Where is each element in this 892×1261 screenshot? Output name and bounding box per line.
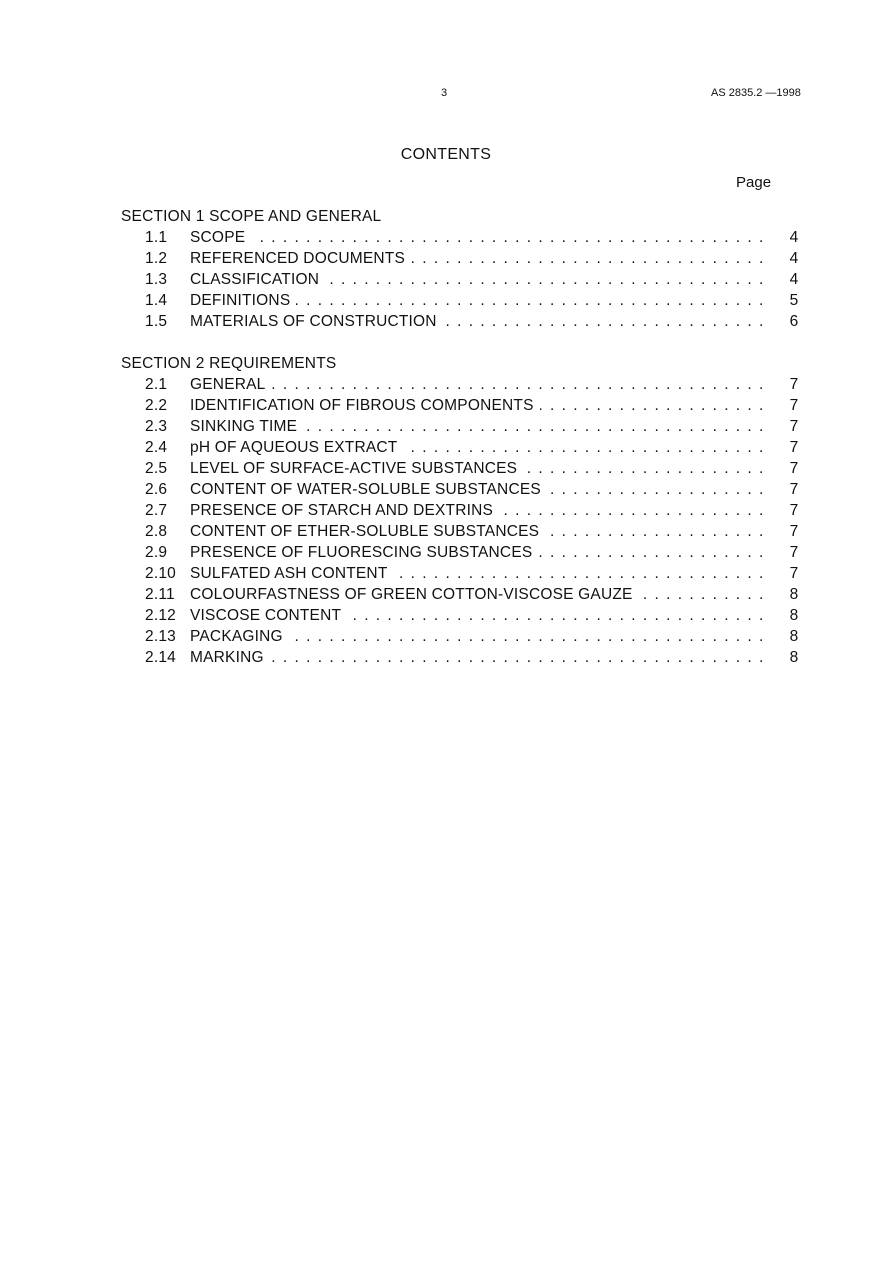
toc-entry[interactable] bbox=[0, 376, 892, 397]
toc-entry-title: PRESENCE OF FLUORESCING SUBSTANCES bbox=[190, 544, 538, 561]
toc-entry-page: 7 bbox=[789, 418, 799, 435]
toc-entry-leader bbox=[190, 229, 772, 247]
toc-entry-title: pH OF AQUEOUS EXTRACT bbox=[190, 439, 403, 456]
toc-entry-page: 8 bbox=[789, 628, 799, 645]
toc-entry-leader bbox=[190, 607, 772, 625]
toc-entry-leader bbox=[190, 250, 772, 268]
toc-entry-number: 2.3 bbox=[145, 418, 168, 435]
toc-entry-number: 2.11 bbox=[145, 586, 175, 603]
toc-entry-page: 7 bbox=[789, 481, 799, 498]
toc-entry-leader bbox=[190, 649, 772, 667]
toc-entry-leader bbox=[190, 439, 772, 457]
toc-entry-page: 8 bbox=[789, 649, 799, 666]
toc-entry-leader bbox=[190, 502, 772, 520]
toc-entry-leader bbox=[190, 313, 772, 331]
toc-entry-number: 1.5 bbox=[145, 313, 168, 330]
toc-entry-number: 2.9 bbox=[145, 544, 168, 561]
section-heading: SECTION 2 REQUIREMENTS bbox=[121, 355, 337, 372]
toc-entry-title: PRESENCE OF STARCH AND DEXTRINS bbox=[190, 502, 499, 519]
toc-entry-number: 1.2 bbox=[145, 250, 168, 267]
toc-entry[interactable] bbox=[0, 502, 892, 523]
toc-entry-title: MATERIALS OF CONSTRUCTION bbox=[190, 313, 443, 330]
toc-entry-number: 2.5 bbox=[145, 460, 168, 477]
toc-entry-title: SINKING TIME bbox=[190, 418, 303, 435]
toc-entry-leader bbox=[190, 460, 772, 478]
toc-entry-leader bbox=[190, 292, 772, 310]
toc-entry-page: 7 bbox=[789, 397, 799, 414]
section-heading: SECTION 1 SCOPE AND GENERAL bbox=[121, 208, 382, 225]
document-code: AS 2835.2 —1998 bbox=[711, 87, 801, 99]
toc-entry-page: 7 bbox=[789, 523, 799, 540]
toc-entry-number: 1.4 bbox=[145, 292, 168, 309]
toc-entry-page: 4 bbox=[789, 271, 799, 288]
toc-entry-leader bbox=[190, 523, 772, 541]
toc-entry-number: 1.3 bbox=[145, 271, 168, 288]
toc-entry[interactable] bbox=[0, 250, 892, 271]
toc-entry-number: 2.8 bbox=[145, 523, 168, 540]
toc-entry[interactable] bbox=[0, 313, 892, 334]
toc-entry-title: IDENTIFICATION OF FIBROUS COMPONENTS bbox=[190, 397, 540, 414]
toc-entry-number: 2.1 bbox=[145, 376, 168, 393]
toc-entry[interactable] bbox=[0, 397, 892, 418]
toc-entry[interactable] bbox=[0, 229, 892, 250]
contents-title: CONTENTS bbox=[400, 146, 492, 163]
toc-entry-title: LEVEL OF SURFACE-ACTIVE SUBSTANCES bbox=[190, 460, 523, 477]
toc-entry-page: 7 bbox=[789, 565, 799, 582]
toc-entry-page: 8 bbox=[789, 607, 799, 624]
toc-entry[interactable] bbox=[0, 481, 892, 502]
toc-entry-leader bbox=[190, 565, 772, 583]
toc-entry[interactable] bbox=[0, 418, 892, 439]
toc-entry-page: 5 bbox=[789, 292, 799, 309]
toc-entry-page: 4 bbox=[789, 229, 799, 246]
page-column-heading: Page bbox=[736, 174, 772, 191]
toc-entry[interactable] bbox=[0, 460, 892, 481]
toc-entry[interactable] bbox=[0, 649, 892, 670]
toc-entry-page: 6 bbox=[789, 313, 799, 330]
toc-entry-leader bbox=[190, 586, 772, 604]
toc-entry[interactable] bbox=[0, 628, 892, 649]
toc-entry-page: 7 bbox=[789, 502, 799, 519]
page-number: 3 bbox=[441, 87, 448, 99]
toc-entry-title: MARKING bbox=[190, 649, 270, 666]
toc-entry-number: 2.4 bbox=[145, 439, 168, 456]
toc-entry-title: SCOPE bbox=[190, 229, 251, 246]
toc-entry-title: CLASSIFICATION bbox=[190, 271, 325, 288]
toc-entry-number: 2.2 bbox=[145, 397, 168, 414]
toc-entry[interactable] bbox=[0, 523, 892, 544]
toc-entry-title: VISCOSE CONTENT bbox=[190, 607, 347, 624]
toc-entry-number: 1.1 bbox=[145, 229, 168, 246]
toc-entry-title: CONTENT OF WATER-SOLUBLE SUBSTANCES bbox=[190, 481, 547, 498]
toc-entry-leader bbox=[190, 481, 772, 499]
toc-entry-page: 7 bbox=[789, 460, 799, 477]
toc-entry[interactable] bbox=[0, 607, 892, 628]
toc-entry-number: 2.14 bbox=[145, 649, 176, 666]
toc-entry[interactable] bbox=[0, 586, 892, 607]
toc-entry[interactable] bbox=[0, 271, 892, 292]
toc-entry-leader bbox=[190, 544, 772, 562]
toc-entry-title: PACKAGING bbox=[190, 628, 289, 645]
toc-entry[interactable] bbox=[0, 439, 892, 460]
toc-entry-title: COLOURFASTNESS OF GREEN COTTON-VISCOSE GAUZE bbox=[190, 586, 639, 603]
toc-entry-leader bbox=[190, 628, 772, 646]
toc-entry-title: SULFATED ASH CONTENT bbox=[190, 565, 394, 582]
toc-entry[interactable] bbox=[0, 544, 892, 565]
toc-entry-number: 2.12 bbox=[145, 607, 176, 624]
toc-entry-page: 7 bbox=[789, 376, 799, 393]
toc-entry[interactable] bbox=[0, 292, 892, 313]
toc-entry-title: DEFINITIONS bbox=[190, 292, 296, 309]
toc-entry-page: 8 bbox=[789, 586, 799, 603]
toc-entry-title: REFERENCED DOCUMENTS bbox=[190, 250, 411, 267]
toc-entry-page: 4 bbox=[789, 250, 799, 267]
toc-entry-number: 2.10 bbox=[145, 565, 176, 582]
toc-entry-leader bbox=[190, 397, 772, 415]
toc-entry-title: GENERAL bbox=[190, 376, 271, 393]
toc-entry-number: 2.6 bbox=[145, 481, 168, 498]
toc-entry-number: 2.13 bbox=[145, 628, 176, 645]
toc-entry-leader bbox=[190, 418, 772, 436]
toc-entry[interactable] bbox=[0, 565, 892, 586]
toc-entry-page: 7 bbox=[789, 544, 799, 561]
toc-entry-leader bbox=[190, 271, 772, 289]
toc-entry-number: 2.7 bbox=[145, 502, 168, 519]
toc-entry-page: 7 bbox=[789, 439, 799, 456]
toc-entry-title: CONTENT OF ETHER-SOLUBLE SUBSTANCES bbox=[190, 523, 545, 540]
toc-entry-leader bbox=[190, 376, 772, 394]
